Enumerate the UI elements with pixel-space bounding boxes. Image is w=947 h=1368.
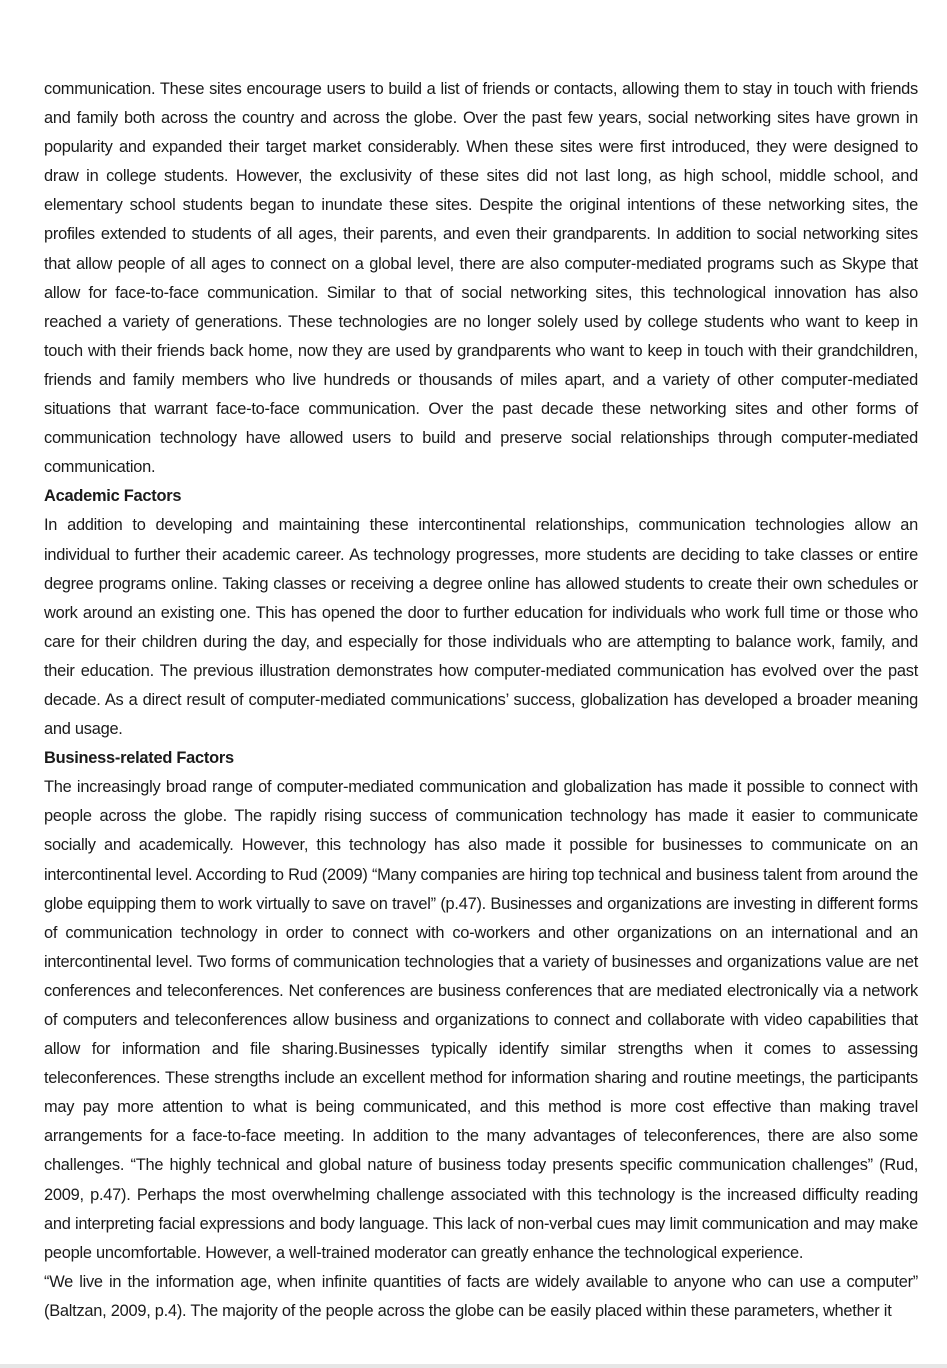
closing-paragraph: “We live in the information age, when infinite quantities of facts are widely available to anyone who can use a computer” (Baltzan, 2009, p.4). The majority of the people across the globe can be easily placed within these parameters, whether it xyxy=(44,1272,918,1320)
academic-factors-heading: Academic Factors xyxy=(44,487,182,506)
academic-factors-paragraph: In addition to developing and maintaining these intercontinental relationships, communication technologies allow an individual to further their academic career. As technology progresses, more students are deciding to take classes or entire degree programs online. Taking classes or receiving a degree online has allowed students to create their own schedules or work around an existing one. This has opened the door to further education for individuals who work full time or those who care for their children during the day, and especially for those individuals who are attempting to balance work, family, and their education. The previous illustration demonstrates how computer-mediated communication has evolved over the past decade. As a direct result of computer-mediated communications’ success, globalization has developed a broader meaning and usage. xyxy=(44,516,918,739)
intro-paragraph: communication. These sites encourage users to build a list of friends or contacts, allowing them to stay in touch with friends and family both across the country and across the globe. Over the past few years, social networking sites have grown in popularity and expanded their target market considerably. When these sites were first introduced, they were designed to draw in college students. However, the exclusivity of these sites did not last long, as high school, middle school, and elementary school students began to inundate these sites. Despite the original intentions of these networking sites, the profiles extended to students of all ages, their parents, and even their grandparents. In addition to social networking sites that allow people of all ages to connect on a global level, there are also computer-mediated programs such as Skype that allow for face-to-face communication. Similar to that of social networking sites, this technological innovation has also reached a variety of generations. These technologies are no longer solely used by college students who want to keep in touch with their friends back home, now they are used by grandparents who want to keep in touch with their grandchildren, friends and family members who live hundreds or thousands of miles apart, and a variety of other computer-mediated situations that warrant face-to-face communication. Over the past decade these networking sites and other forms of communication technology have allowed users to build and preserve social relationships through computer-mediated communication. xyxy=(44,80,918,477)
business-factors-paragraph: The increasingly broad range of computer-mediated communication and globalization has made it possible to connect with people across the globe. The rapidly rising success of communication technology has made it easier to communicate socially and academically. However, this technology has also made it possible for businesses to communicate on an intercontinental level. According to Rud (2009) “Many companies are hiring top technical and business talent from around the globe equipping them to work virtually to save on travel” (p.47). Businesses and organizations are investing in different forms of communication technology in order to connect with co-workers and other organizations on an international and an intercontinental level. Two forms of communication technologies that a variety of businesses and organizations value are net conferences and teleconferences. Net conferences are business conferences that are mediated electronically via a network of computers and teleconferences allow business and organizations to connect and collaborate with video capabilities that allow for information and file sharing.Businesses typically identify similar strengths when it comes to assessing teleconferences. These strengths include an excellent method for information sharing and routine meetings, the participants may pay more attention to what is being communicated, and this method is more cost effective than making travel arrangements for a face-to-face meeting. In addition to the many advantages of teleconferences, there are also some challenges. “The highly technical and global nature of business today presents specific communication challenges” (Rud, 2009, p.47). Perhaps the most overwhelming challenge associated with this technology is the increased difficulty reading and interpreting facial expressions and body language. This lack of non-verbal cues may limit communication and may make people uncomfortable. However, a well-trained moderator can greatly enhance the technological experience. xyxy=(44,778,918,1262)
page-bottom-divider xyxy=(0,1364,947,1368)
business-factors-heading: Business-related Factors xyxy=(44,749,234,768)
document-body xyxy=(44,75,918,1326)
